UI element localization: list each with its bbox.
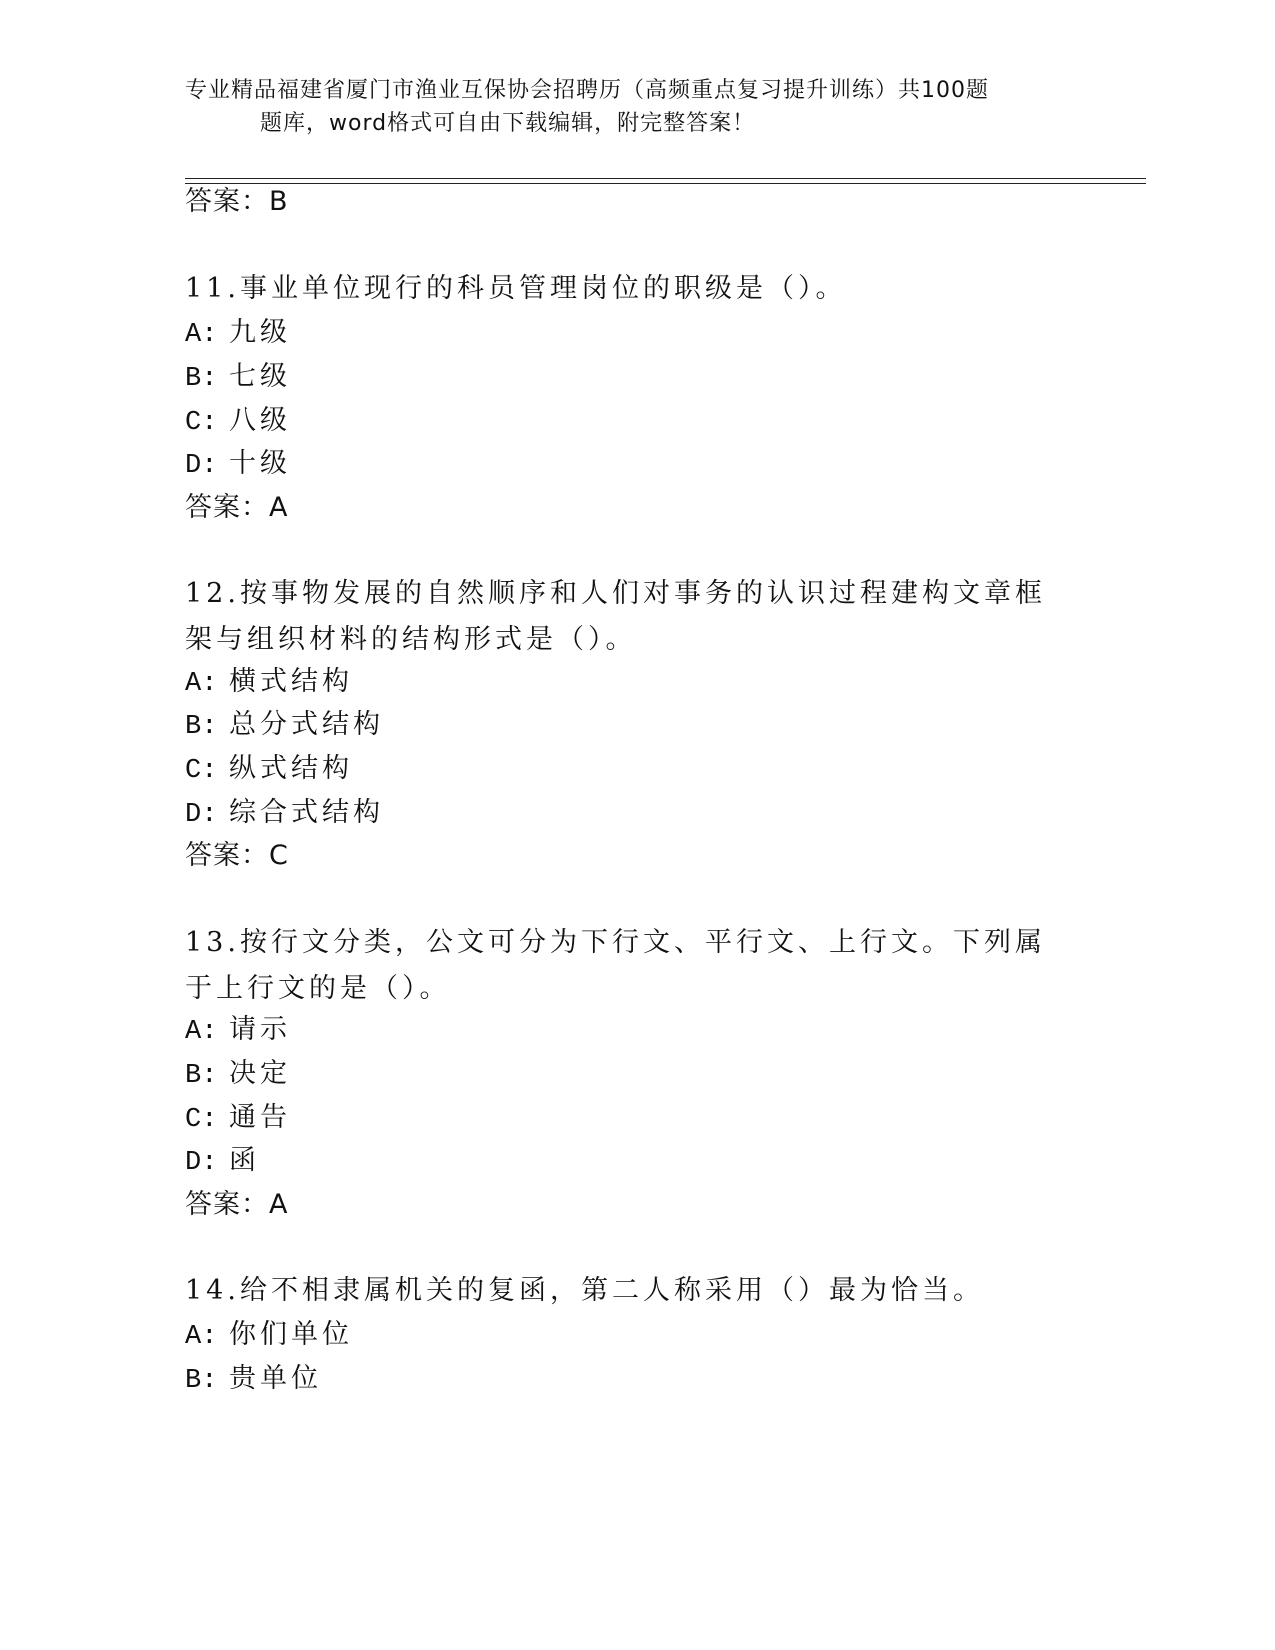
option-text: 通告: [229, 1102, 291, 1133]
option-text: 贵单位: [229, 1363, 322, 1394]
question-13-answer: 答案：A: [185, 1189, 289, 1220]
option-text: 你们单位: [229, 1319, 353, 1350]
header-divider-bottom: [185, 183, 1146, 184]
question-12-option-d: [185, 795, 384, 833]
option-key: B:: [185, 1061, 218, 1091]
question-11-option-d: [185, 446, 291, 484]
question-11-text: 11.事业单位现行的科员管理岗位的职级是（）。: [185, 273, 847, 304]
option-key: D:: [185, 800, 218, 830]
option-text: 横式结构: [229, 666, 353, 697]
question-13-option-c: [185, 1100, 291, 1138]
question-13-option-b: [185, 1056, 291, 1094]
document-header: [185, 74, 1085, 140]
option-key: D:: [185, 1148, 218, 1178]
option-text: 函: [229, 1145, 260, 1176]
option-key: B:: [185, 712, 218, 742]
question-12-answer: 答案：C: [185, 840, 289, 871]
option-key: A:: [185, 1322, 218, 1352]
question-14-option-a: [185, 1317, 353, 1355]
question-11-answer: 答案：A: [185, 492, 289, 523]
option-key: A:: [185, 320, 218, 350]
previous-answer: 答案：B: [185, 186, 289, 217]
question-14-text: 14.给不相隶属机关的复函，第二人称采用（）最为恰当。: [185, 1275, 984, 1306]
option-key: A:: [185, 1017, 218, 1047]
option-key: D:: [185, 451, 218, 481]
option-key: B:: [185, 364, 218, 394]
question-12-option-c: [185, 751, 353, 789]
option-text: 八级: [229, 405, 291, 436]
question-13-option-a: [185, 1012, 291, 1050]
option-key: C:: [185, 756, 218, 786]
option-key: C:: [185, 408, 218, 438]
question-14-option-b: [185, 1361, 322, 1399]
option-text: 总分式结构: [229, 709, 384, 740]
question-12-option-a: [185, 664, 353, 702]
question-11-option-b: [185, 359, 291, 397]
option-text: 综合式结构: [229, 797, 384, 828]
question-13-text: 13.按行文分类，公文可分为下行文、平行文、上行文。下列属于上行文的是（）。: [185, 927, 1046, 1004]
option-text: 九级: [229, 317, 291, 348]
question-12-text: 12.按事物发展的自然顺序和人们对事务的认识过程建构文章框架与组织材料的结构形式是（）。: [185, 578, 1046, 655]
option-text: 七级: [229, 361, 291, 392]
option-text: 决定: [229, 1058, 291, 1089]
question-11-option-a: [185, 315, 291, 353]
option-key: C:: [185, 1105, 218, 1135]
header-title-line1: 专业精品福建省厦门市渔业互保协会招聘历（高频重点复习提升训练）共100题: [185, 78, 989, 103]
option-text: 十级: [229, 448, 291, 479]
header-title-line2: 题库，word格式可自由下载编辑，附完整答案！: [260, 111, 756, 136]
option-key: A:: [185, 669, 218, 699]
option-text: 请示: [229, 1014, 291, 1045]
option-text: 纵式结构: [229, 753, 353, 784]
question-13-option-d: [185, 1143, 260, 1181]
question-12-option-b: [185, 707, 384, 745]
header-divider-top: [185, 178, 1146, 179]
question-11-option-c: [185, 403, 291, 441]
option-key: B:: [185, 1366, 218, 1396]
